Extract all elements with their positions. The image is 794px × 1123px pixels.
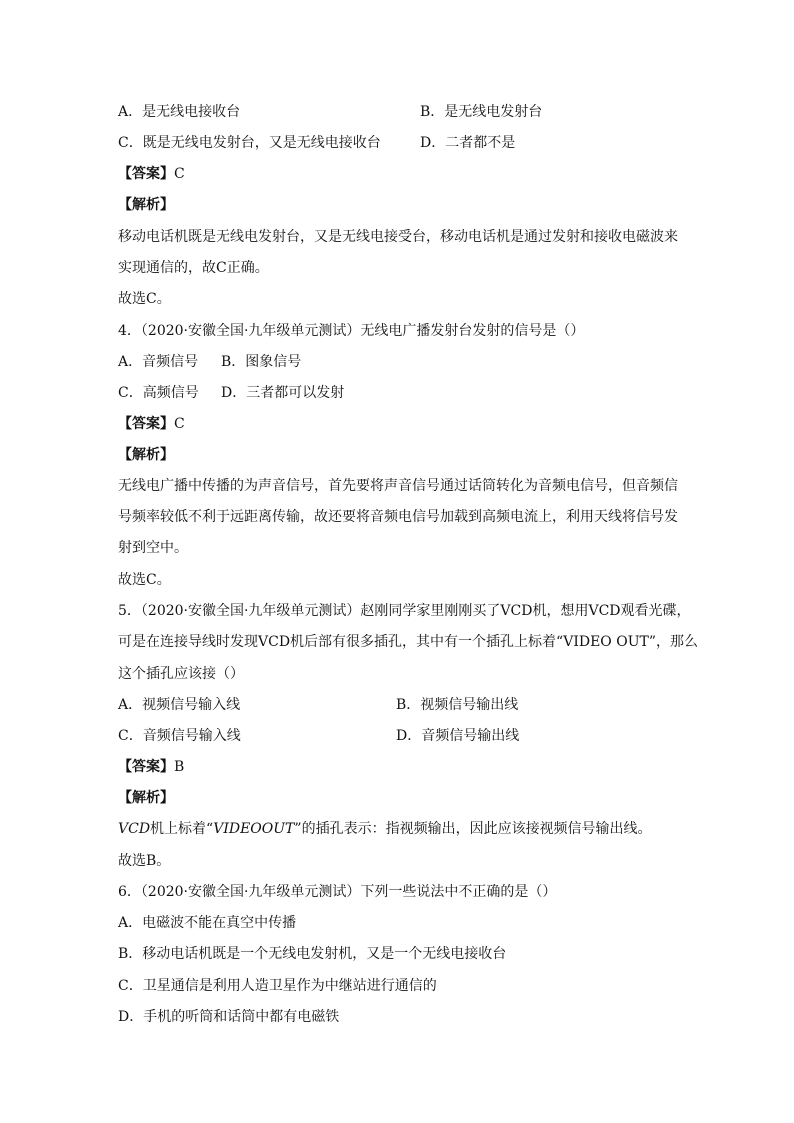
q4-answer (118, 414, 185, 434)
q3-conclusion: 故选C。 (118, 291, 171, 307)
analysis-italic-vcd: VCD (118, 821, 151, 837)
q4-analysis-line-3: 射到空中。 (118, 540, 188, 556)
answer-value: C (174, 166, 185, 182)
q3-option-a: A．是无线电接收台 (118, 104, 241, 120)
q5-question-line-2: 可是在连接导线时发现VCD机后部有很多插孔，其中有一个插孔上标着“VIDEO OUT”，那么 (118, 634, 698, 650)
q6-option-b: B．移动电话机既是一个无线电发射机，又是一个无线电接收台 (118, 946, 507, 962)
q5-question-line-3: 这个插孔应该接（） (118, 666, 244, 682)
q5-question-line-1: 5．（2020·安徽全国·九年级单元测试）赵刚同学家里刚刚买了VCD机，想用VCD观看光碟， (118, 603, 691, 619)
q6-option-d: D．手机的听筒和话筒中都有电磁铁 (118, 1009, 340, 1025)
q5-option-d: D．音频信号输出线 (396, 728, 520, 744)
q4-question: 4．（2020·安徽全国·九年级单元测试）无线电广播发射台发射的信号是（） (118, 323, 585, 339)
analysis-italic-videoout: VIDEOOUT (213, 821, 295, 837)
q3-answer (118, 164, 185, 184)
q5-conclusion: 故选B。 (118, 853, 171, 869)
answer-label: 【答案】 (118, 416, 174, 432)
analysis-text: 机上标着“ (150, 821, 214, 837)
q3-option-d: D．二者都不是 (420, 135, 516, 151)
answer-label: 【答案】 (118, 166, 174, 182)
q3-option-c: C．既是无线电发射台，又是无线电接收台 (118, 135, 381, 151)
analysis-text: ”的插孔表示：指视频输出，因此应该接视频信号输出线。 (294, 821, 652, 837)
q6-question: 6．（2020·安徽全国·九年级单元测试）下列一些说法中不正确的是（） (118, 884, 557, 900)
q4-analysis-line-2: 号频率较低不利于远距离传输，故还要将音频电信号加载到高频电流上，利用天线将信号发 (118, 509, 678, 525)
q5-option-b: B．视频信号输出线 (396, 697, 519, 713)
q4-option-b: B．图象信号 (221, 354, 302, 370)
answer-value: B (174, 759, 185, 775)
answer-label: 【答案】 (118, 759, 174, 775)
q4-conclusion: 故选C。 (118, 572, 171, 588)
q4-option-d: D．三者都可以发射 (221, 385, 345, 401)
q5-analysis-line (118, 819, 652, 839)
q5-option-a: A．视频信号输入线 (118, 697, 241, 713)
q3-analysis-line-2: 实现通信的，故C正确。 (118, 260, 269, 276)
q6-option-c: C．卫星通信是利用人造卫星作为中继站进行通信的 (118, 978, 437, 994)
q5-analysis-label: 【解析】 (118, 790, 174, 806)
q3-option-b: B．是无线电发射台 (420, 104, 543, 120)
q4-option-a: A．音频信号 (118, 354, 199, 370)
q4-analysis-label: 【解析】 (118, 447, 174, 463)
answer-value: C (174, 416, 185, 432)
q5-option-c: C．音频信号输入线 (118, 728, 241, 744)
q6-option-a: A．电磁波不能在真空中传播 (118, 915, 297, 931)
q3-analysis-line-1: 移动电话机既是无线电发射台，又是无线电接受台，移动电话机是通过发射和接收电磁波来 (118, 229, 678, 245)
q3-analysis-label: 【解析】 (118, 197, 174, 213)
q4-analysis-line-1: 无线电广播中传播的为声音信号，首先要将声音信号通过话筒转化为音频电信号，但音频信 (118, 478, 678, 494)
q5-answer (118, 757, 184, 777)
q4-option-c: C．高频信号 (118, 385, 199, 401)
